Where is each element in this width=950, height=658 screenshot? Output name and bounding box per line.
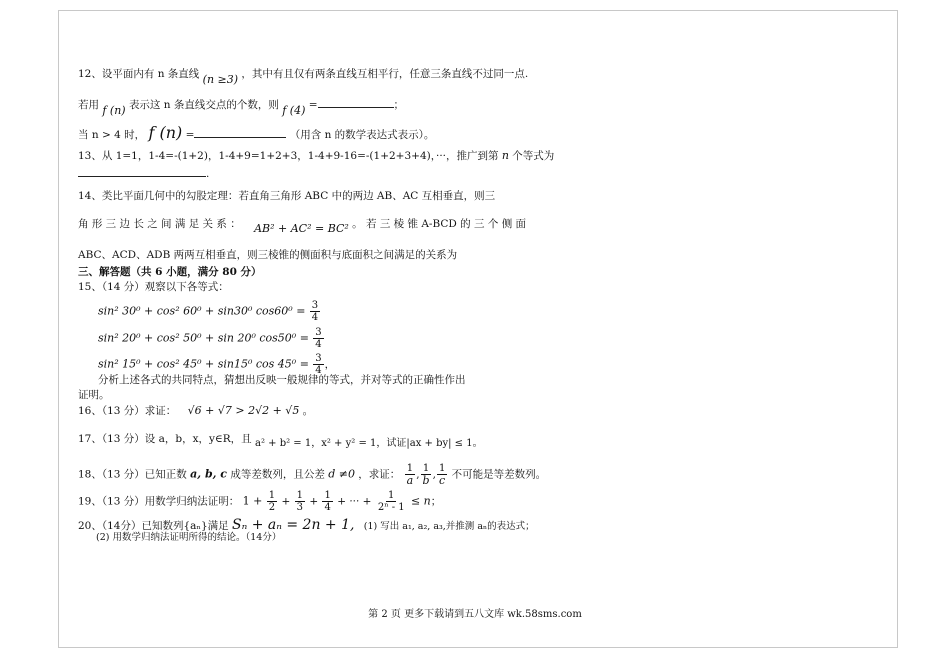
q14-formula: AB² + AC² = BC² <box>254 222 349 235</box>
q14-line1: 14、类比平面几何中的勾股定理：若直角三角形 ABC 中的两边 AB、AC 互相垂直，则三 <box>78 190 496 202</box>
q20-line2: (2) 用数学归纳法证明所得的结论。（14分） <box>96 532 282 543</box>
q13-line1: 13、从 1=1，1-4=-(1+2)，1-4+9=1+2+3，1-4+9-16=-(1+2+3+4)，···，推广到第 n 个等式为 <box>78 149 555 162</box>
q18: 18、（13 分）已知正数 a, b, c 成等差数列，且公差 d ≠0 ，求证： $\frac{1}{a}$ , $\frac{1}{b}$ , $\frac{1}{c}$ 不可能是等差数列。 <box>78 463 547 487</box>
section-title: 三、解答题（共 6 小题，满分 80 分） <box>78 266 262 278</box>
q14-line2: 角 形 三 边 长 之 间 满 足 关 系 ： AB² + AC² = BC² 。 若 三 棱 锥 A-BCD 的 三 个 侧 面 <box>78 218 527 235</box>
q12-answer-blank-1 <box>318 97 394 108</box>
q15-equation-3: sin² 15⁰ + cos² 45⁰ + sin15⁰ cos 45⁰ = $\frac{3}{4}$ ， <box>98 353 336 376</box>
page-footer: 第 2 页 更多下载请到五八文库 wk.58sms.com <box>368 609 582 620</box>
q15-analysis-1: 分析上述各式的共同特点，猜想出反映一般规律的等式，并对等式的正确性作出 <box>98 374 466 386</box>
fraction: $\frac{3}{4}$ <box>311 300 319 323</box>
q20-line1: 20、（14分）已知数列{aₙ}满足 Sₙ + aₙ = 2n + 1, (1) 写出 a₁, a₂, a₃,并推测 aₙ的表达式； <box>78 517 535 533</box>
q12-answer-blank-2 <box>194 127 286 138</box>
q19: 19、（13 分）用数学归纳法证明： 1 + $\frac{1}{2}$ + $\frac{1}{3}$ + $\frac{1}{4}$ + ··· + $\frac{1}{\text{2ⁿ - 1}}$ ≤ n； <box>78 490 442 513</box>
fraction: $\frac{1}{a}$ <box>406 463 414 487</box>
fraction: $\frac{1}{c}$ <box>438 463 446 487</box>
q13-line2: . <box>78 166 209 181</box>
fraction: $\frac{1}{4}$ <box>324 490 331 513</box>
q16: 16、（13 分）求证： √6 + √7 > 2√2 + √5 。 <box>78 404 314 417</box>
q12-line1: 12、设平面内有 n 条直线 (n ≥3) ，其中有且仅有两条直线互相平行，任意三条直线不过同一点. <box>78 68 529 86</box>
q17-formula: a² + b² = 1，x² + y² = 1，试证|ax + by| ≤ 1。 <box>255 438 483 449</box>
q16-formula: √6 + √7 > 2√2 + √5 <box>187 404 300 417</box>
q15-analysis-2: 证明。 <box>78 389 110 401</box>
fraction: $\frac{1}{3}$ <box>296 490 303 513</box>
q12-condition: (n ≥3) <box>202 73 239 86</box>
fraction: $\frac{1}{b}$ <box>422 463 430 487</box>
q17: 17、（13 分）设 a，b，x，y∈R，且 a² + b² = 1，x² + y² = 1，试证|ax + by| ≤ 1。 <box>78 433 483 449</box>
q15-equation-2: sin² 20⁰ + cos² 50⁰ + sin 20⁰ cos50⁰ = $\frac{3}{4}$ <box>98 327 322 350</box>
fraction: $\frac{3}{4}$ <box>315 327 322 350</box>
q12-line3: 当 n > 4 时， f (n) = （用含 n 的数学表达式表示）。 <box>78 123 435 142</box>
fraction: $\frac{3}{4}$ <box>315 353 322 376</box>
q13-answer-blank <box>78 166 206 177</box>
q15-equation-1: sin² 30⁰ + cos² 60⁰ + sin30⁰ cos60⁰ = $\frac{3}{4}$ <box>98 300 319 323</box>
q14-line3: ABC、ACD、ADB 两两互相垂直，则三棱锥的侧面积与底面积之间满足的关系为 <box>78 249 458 261</box>
q15-intro: 15、（14 分）观察以下各等式： <box>78 281 229 293</box>
fraction: $\frac{1}{2}$ <box>268 490 276 513</box>
q20-formula: Sₙ + aₙ = 2n + 1, <box>231 517 355 533</box>
q12-line2: 若用 f (n) 表示这 n 条直线交点的个数，则 f (4) = ； <box>78 99 405 117</box>
fraction: $\frac{1}{\text{2ⁿ - 1}}$ <box>377 490 405 513</box>
